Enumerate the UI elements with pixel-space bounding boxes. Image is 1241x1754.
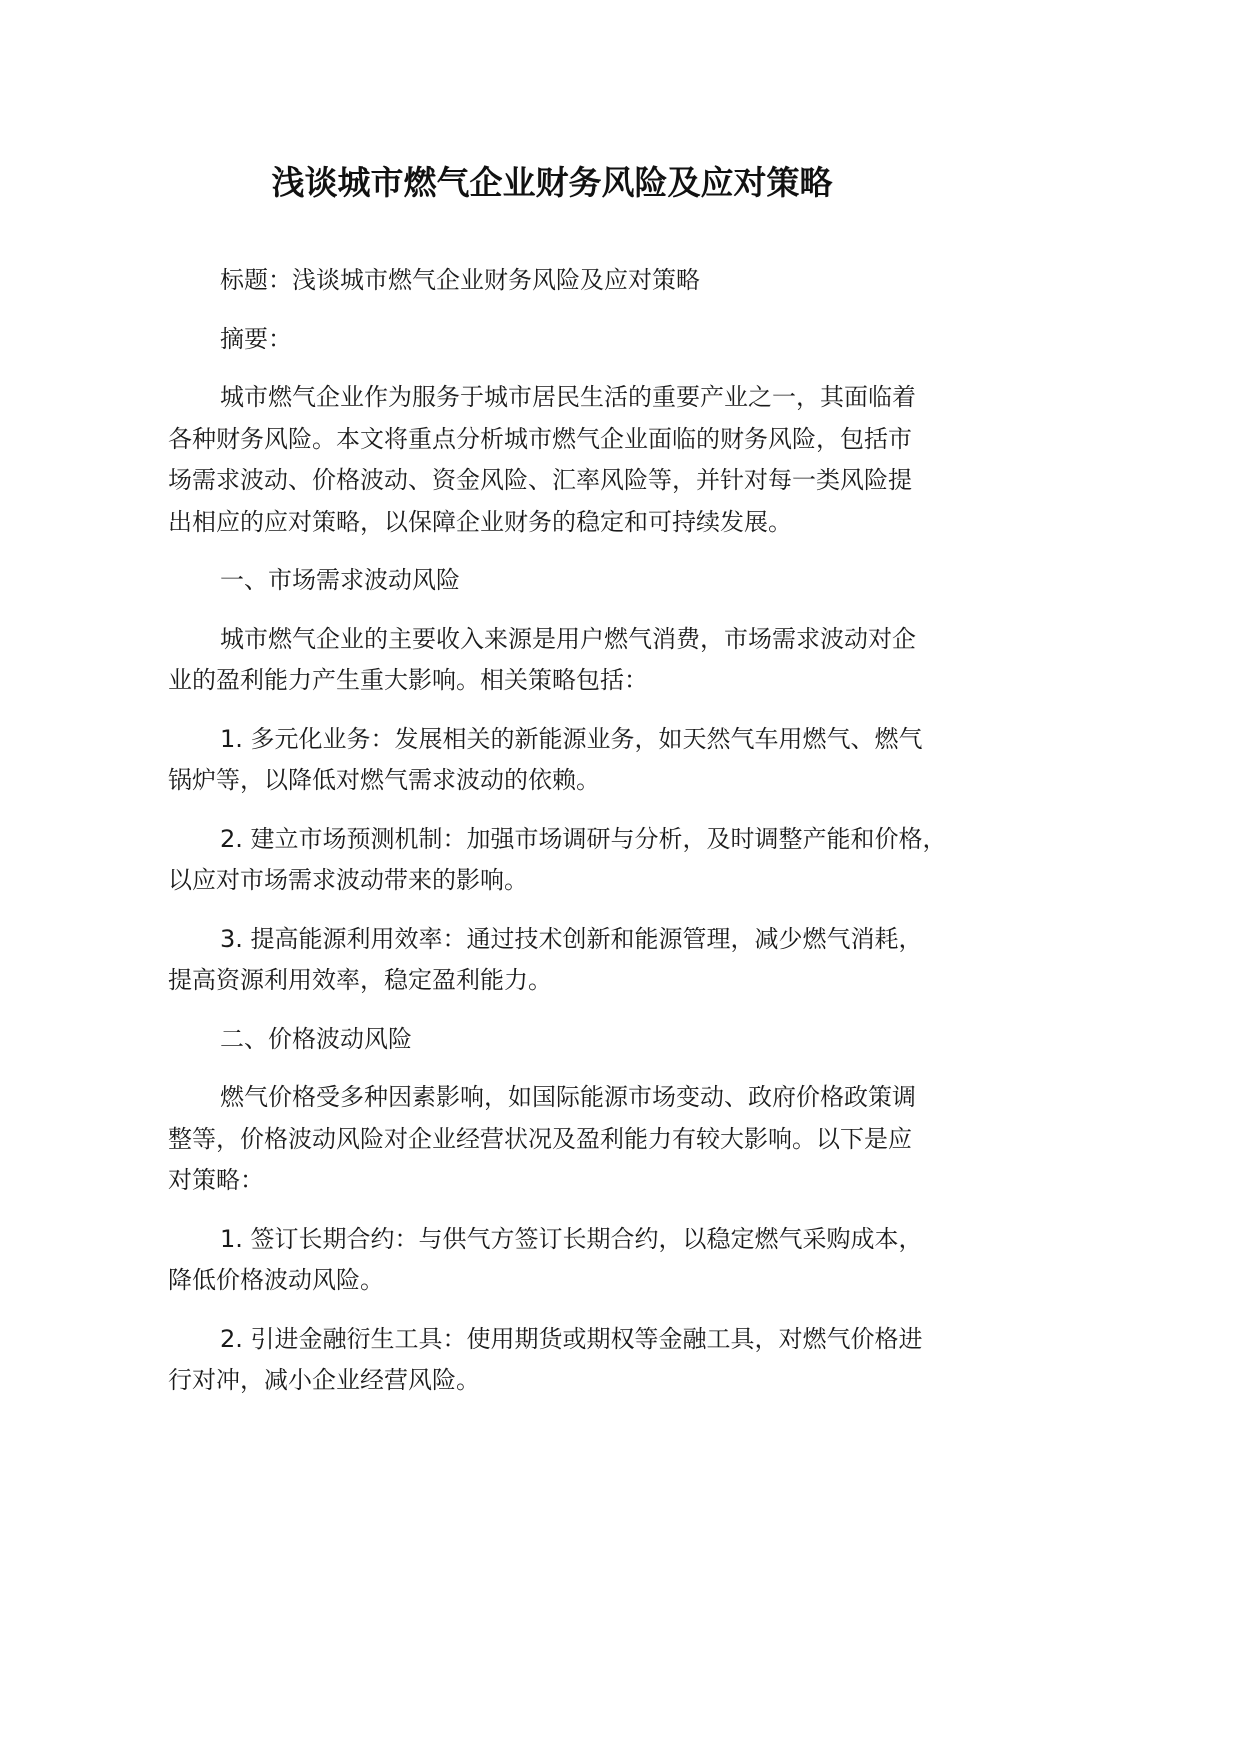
- strategy-item-efficiency: 3. 提高能源利用效率：通过技术创新和能源管理，减少燃气消耗， 提高资源利用效率，稳定盈利能力。: [168, 924, 923, 994]
- abstract-label: 摘要：: [220, 324, 292, 353]
- abstract-paragraph: 城市燃气企业作为服务于城市居民生活的重要产业之一，其面临着 各种财务风险。本文将重点分析城市燃气企业面临的财务风险，包括市 场需求波动、价格波动、资金风险、汇率风险等，并针对每一类风险提 出相应的应对策略，以保障企业财务的稳定和可持续发展。: [168, 383, 916, 536]
- title-line: 标题：浅谈城市燃气企业财务风险及应对策略: [220, 266, 700, 294]
- document-body: [168, 260, 988, 1419]
- page-title: 浅谈城市燃气企业财务风险及应对策略: [271, 163, 833, 202]
- section-heading-price-volatility: 二、价格波动风险: [220, 1024, 412, 1053]
- section-heading-market-demand: 一、市场需求波动风险: [220, 566, 460, 594]
- strategy-item-long-term-contract: 1. 签订长期合约：与供气方签订长期合约，以稳定燃气采购成本， 降低价格波动风险。: [168, 1224, 923, 1294]
- strategy-item-forecasting: 2. 建立市场预测机制：加强市场调研与分析，及时调整产能和价格， 以应对市场需求波动带来的影响。: [168, 824, 947, 894]
- section-intro-market-demand: 城市燃气企业的主要收入来源是用户燃气消费，市场需求波动对企 业的盈利能力产生重大影响。相关策略包括：: [168, 624, 916, 694]
- strategy-item-diversification: 1. 多元化业务：发展相关的新能源业务，如天然气车用燃气、燃气 锅炉等，以降低对燃气需求波动的依赖。: [168, 724, 923, 794]
- strategy-item-derivatives: 2. 引进金融衍生工具：使用期货或期权等金融工具，对燃气价格进 行对冲，减小企业经营风险。: [168, 1324, 923, 1394]
- section-intro-price-volatility: 燃气价格受多种因素影响，如国际能源市场变动、政府价格政策调 整等，价格波动风险对企业经营状况及盈利能力有较大影响。以下是应 对策略：: [168, 1083, 916, 1194]
